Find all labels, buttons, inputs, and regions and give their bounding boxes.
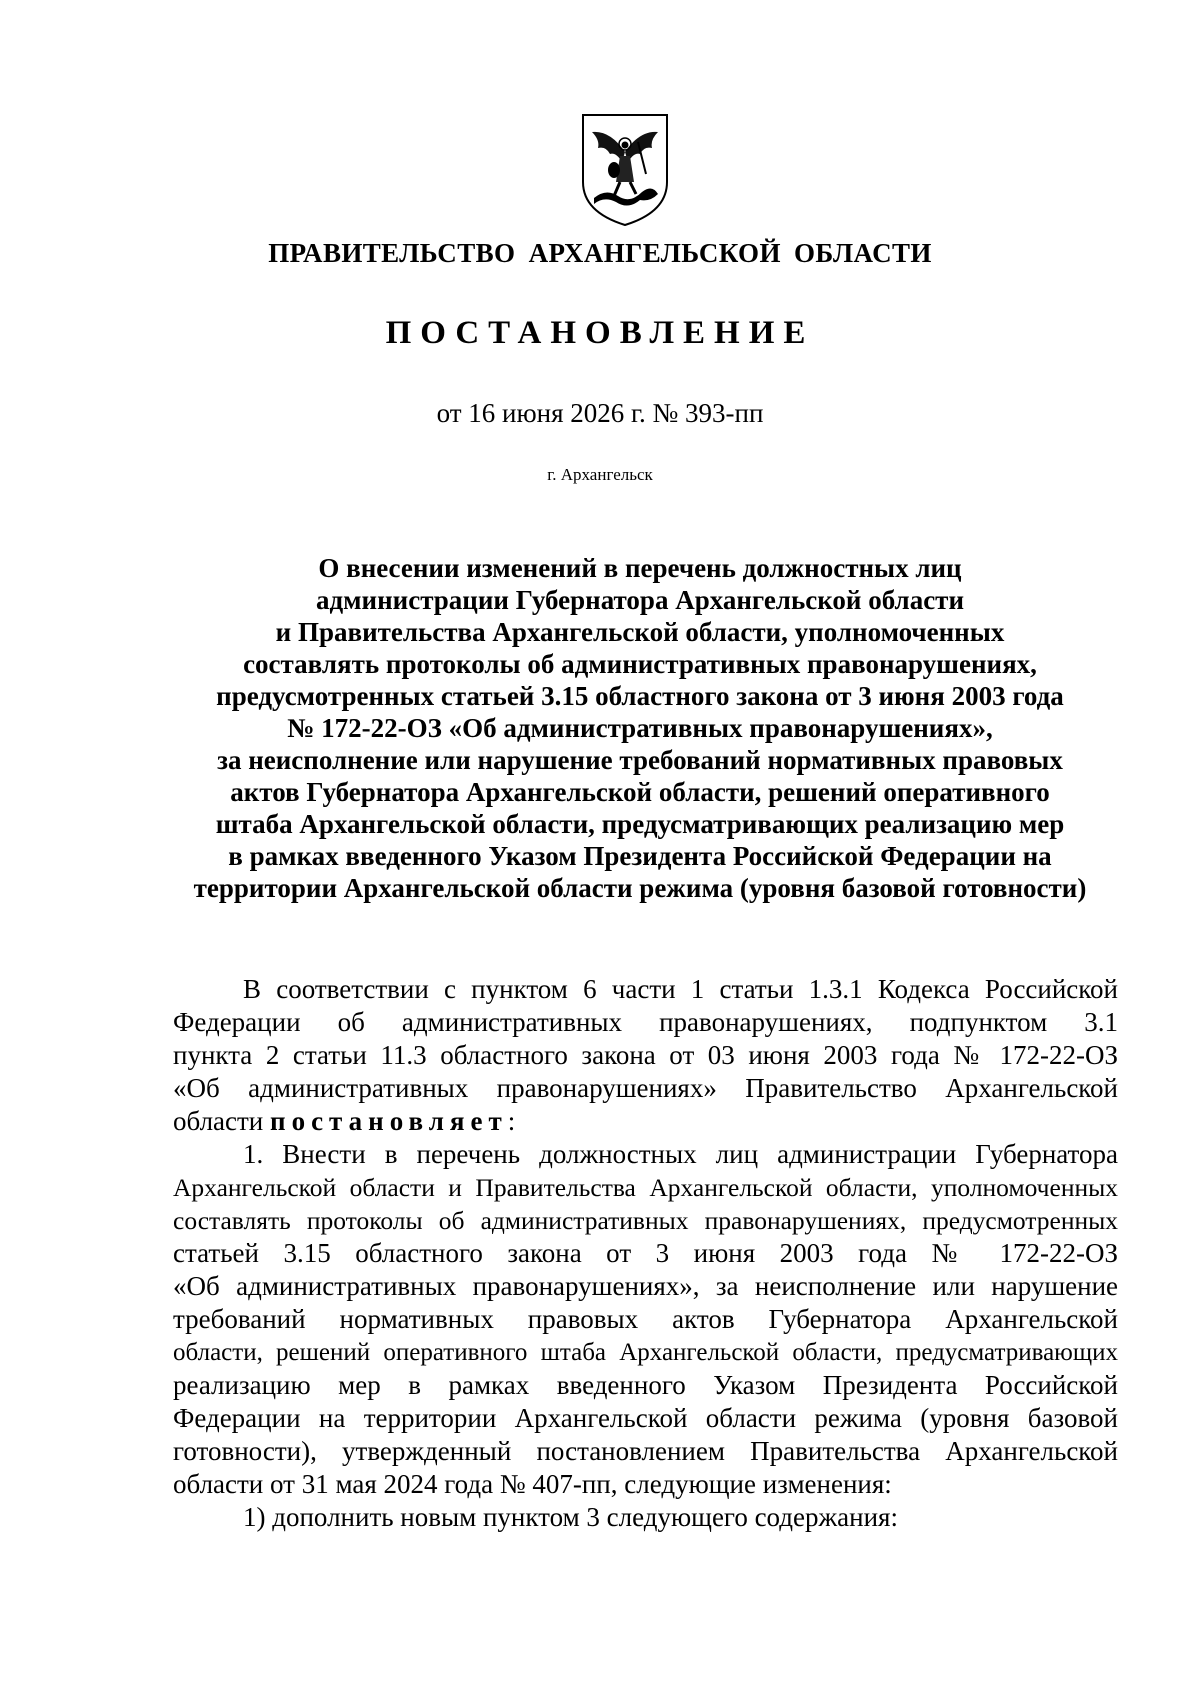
organization-name: ПРАВИТЕЛЬСТВО АРХАНГЕЛЬСКОЙ ОБЛАСТИ — [268, 238, 932, 268]
body-line: требований нормативных правовых актов Губернатора Архангельской — [173, 1304, 1118, 1334]
document-title — [160, 552, 1120, 904]
title-line: за неисполнение или нарушение требований нормативных правовых — [217, 745, 1063, 775]
body-line: 1) дополнить новым пунктом 3 следующего содержания: — [243, 1502, 898, 1532]
body-line: готовности), утвержденный постановлением Правительства Архангельской — [173, 1436, 1118, 1466]
body-line: «Об административных правонарушениях», за неисполнение или нарушение — [173, 1271, 1118, 1301]
title-line: О внесении изменений в перечень должностных лиц — [318, 553, 962, 583]
title-line: предусмотренных статьей 3.15 областного закона от 3 июня 2003 года — [216, 681, 1064, 711]
title-line: штаба Архангельской области, предусматривающих реализацию мер — [215, 809, 1065, 839]
title-line: № 172-22-ОЗ «Об административных правонарушениях», — [287, 713, 993, 743]
body-line-resolution — [173, 1105, 1118, 1138]
document-body — [173, 973, 1118, 1534]
title-line: территории Архангельской области режима (уровня базовой готовности) — [193, 873, 1087, 903]
body-line: В соответствии с пунктом 6 части 1 статьи 1.3.1 Кодекса Российской — [243, 974, 1118, 1004]
body-line: Федерации на территории Архангельской области режима (уровня базовой — [173, 1403, 1118, 1433]
body-line: 1. Внести в перечень должностных лиц администрации Губернатора — [243, 1139, 1118, 1169]
body-line: Федерации об административных правонарушениях, подпунктом 3.1 — [173, 1007, 1118, 1037]
title-line: в рамках введенного Указом Президента Российской Федерации на — [228, 841, 1052, 871]
body-line: Архангельской области и Правительства Архангельской области, уполномоченных — [173, 1173, 1118, 1202]
title-line: актов Губернатора Архангельской области, решений оперативного — [230, 777, 1050, 807]
document-date-number: от 16 июня 2026 г. № 393-пп — [436, 398, 764, 428]
body-line: области от 31 мая 2024 года № 407-пп, следующие изменения: — [173, 1469, 892, 1499]
title-line: администрации Губернатора Архангельской области — [316, 585, 964, 615]
coat-of-arms-icon — [580, 112, 670, 228]
body-text: области — [173, 1106, 271, 1136]
body-line: реализацию мер в рамках введенного Указом Президента Российской — [173, 1370, 1118, 1400]
body-line: пункта 2 статьи 11.3 областного закона от 03 июня 2003 года № 172-22-ОЗ — [173, 1040, 1118, 1070]
title-line: и Правительства Архангельской области, уполномоченных — [275, 617, 1005, 647]
body-line: области, решений оперативного штаба Архангельской области, предусматривающих — [173, 1339, 1118, 1366]
body-text: : — [507, 1106, 516, 1136]
title-line: составлять протоколы об административных правонарушениях, — [243, 649, 1037, 679]
document-type: ПОСТАНОВЛЕНИЕ — [385, 315, 815, 351]
body-line: составлять протоколы об административных правонарушениях, предусмотренных — [173, 1206, 1118, 1235]
resolves-word: постановляет — [270, 1106, 508, 1136]
body-line: «Об административных правонарушениях» Правительство Архангельской — [173, 1073, 1118, 1103]
body-line: статьей 3.15 областного закона от 3 июня 2003 года № 172-22-ОЗ — [173, 1238, 1118, 1268]
document-city: г. Архангельск — [547, 465, 653, 484]
